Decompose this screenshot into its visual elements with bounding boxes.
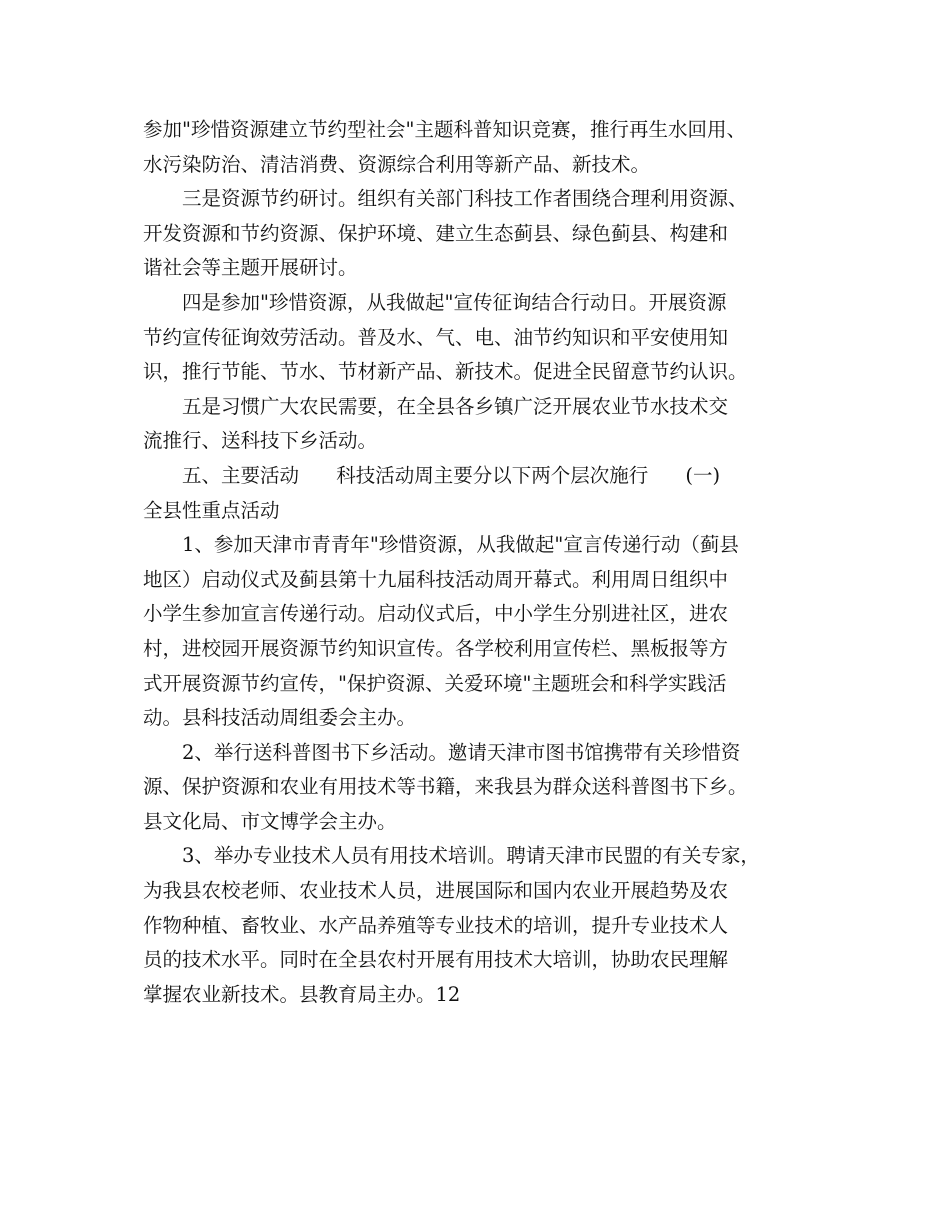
text-line: 式开展资源节约宣传，"保护资源、关爱环境"主题班会和科学实践活 bbox=[143, 671, 727, 695]
text-line: 五是习惯广大农民需要，在全县各乡镇广泛开展农业节水技术交 bbox=[182, 394, 729, 418]
text-line: 三是资源节约研讨。组织有关部门科技工作者围绕合理利用资源、 bbox=[182, 187, 748, 211]
text-line: 五、主要活动 科技活动周主要分以下两个层次施行 (一) bbox=[182, 463, 721, 487]
text-line: 员的技术水平。同时在全县农村开展有用技术大培训，协助农民理解 bbox=[143, 948, 729, 972]
text-line: 掌握农业新技术。县教育局主办。12 bbox=[143, 982, 461, 1006]
text-line: 谐社会等主题开展研讨。 bbox=[143, 256, 358, 280]
text-line: 源、保护资源和农业有用技术等书籍，来我县为群众送科普图书下乡。 bbox=[143, 775, 748, 799]
text-line: 作物种植、畜牧业、水产品养殖等专业技术的培训，提升专业技术人 bbox=[143, 913, 729, 937]
text-line: 村，进校园开展资源节约知识宣传。各学校利用宣传栏、黑板报等方 bbox=[143, 636, 729, 660]
text-line: 四是参加"珍惜资源，从我做起"宣传征询结合行动日。开展资源 bbox=[182, 290, 727, 314]
text-line: 小学生参加宣言传递行动。启动仪式后，中小学生分别进社区，进农 bbox=[143, 602, 729, 626]
text-line: 动。县科技活动周组委会主办。 bbox=[143, 706, 417, 730]
text-line: 2、举行送科普图书下乡活动。邀请天津市图书馆携带有关珍惜资 bbox=[182, 740, 741, 764]
text-line: 全县性重点活动 bbox=[143, 498, 280, 522]
text-line: 水污染防治、清洁消费、资源综合利用等新产品、新技术。 bbox=[143, 152, 651, 176]
text-line: 参加"珍惜资源建立节约型社会"主题科普知识竞赛，推行再生水回用、 bbox=[143, 118, 746, 141]
text-line: 3、举办专业技术人员有用技术培训。聘请天津市民盟的有关专家， bbox=[182, 844, 760, 868]
text-line: 1、参加天津市青青年"珍惜资源，从我做起"宣言传递行动（蓟县 bbox=[182, 533, 739, 557]
paragraph bbox=[143, 390, 818, 459]
paragraph bbox=[143, 182, 818, 286]
paragraph bbox=[143, 736, 818, 840]
text-line: 县文化局、市文博学会主办。 bbox=[143, 809, 397, 833]
text-line: 为我县农校老师、农业技术人员，进展国际和国内农业开展趋势及农 bbox=[143, 879, 729, 903]
paragraph bbox=[143, 528, 818, 736]
section-heading bbox=[143, 459, 818, 528]
paragraph bbox=[143, 839, 818, 1012]
paragraph bbox=[143, 113, 818, 182]
text-line: 地区）启动仪式及蓟县第十九届科技活动周开幕式。利用周日组织中 bbox=[143, 567, 729, 591]
text-line: 节约宣传征询效劳活动。普及水、气、电、油节约知识和平安使用知 bbox=[143, 325, 729, 349]
text-line: 流推行、送科技下乡活动。 bbox=[143, 429, 378, 453]
text-line: 开发资源和节约资源、保护环境、建立生态蓟县、绿色蓟县、构建和 bbox=[143, 221, 729, 245]
paragraph bbox=[143, 286, 818, 390]
text-line: 识，推行节能、节水、节材新产品、新技术。促进全民留意节约认识。 bbox=[143, 360, 748, 384]
document-body bbox=[143, 113, 818, 1012]
